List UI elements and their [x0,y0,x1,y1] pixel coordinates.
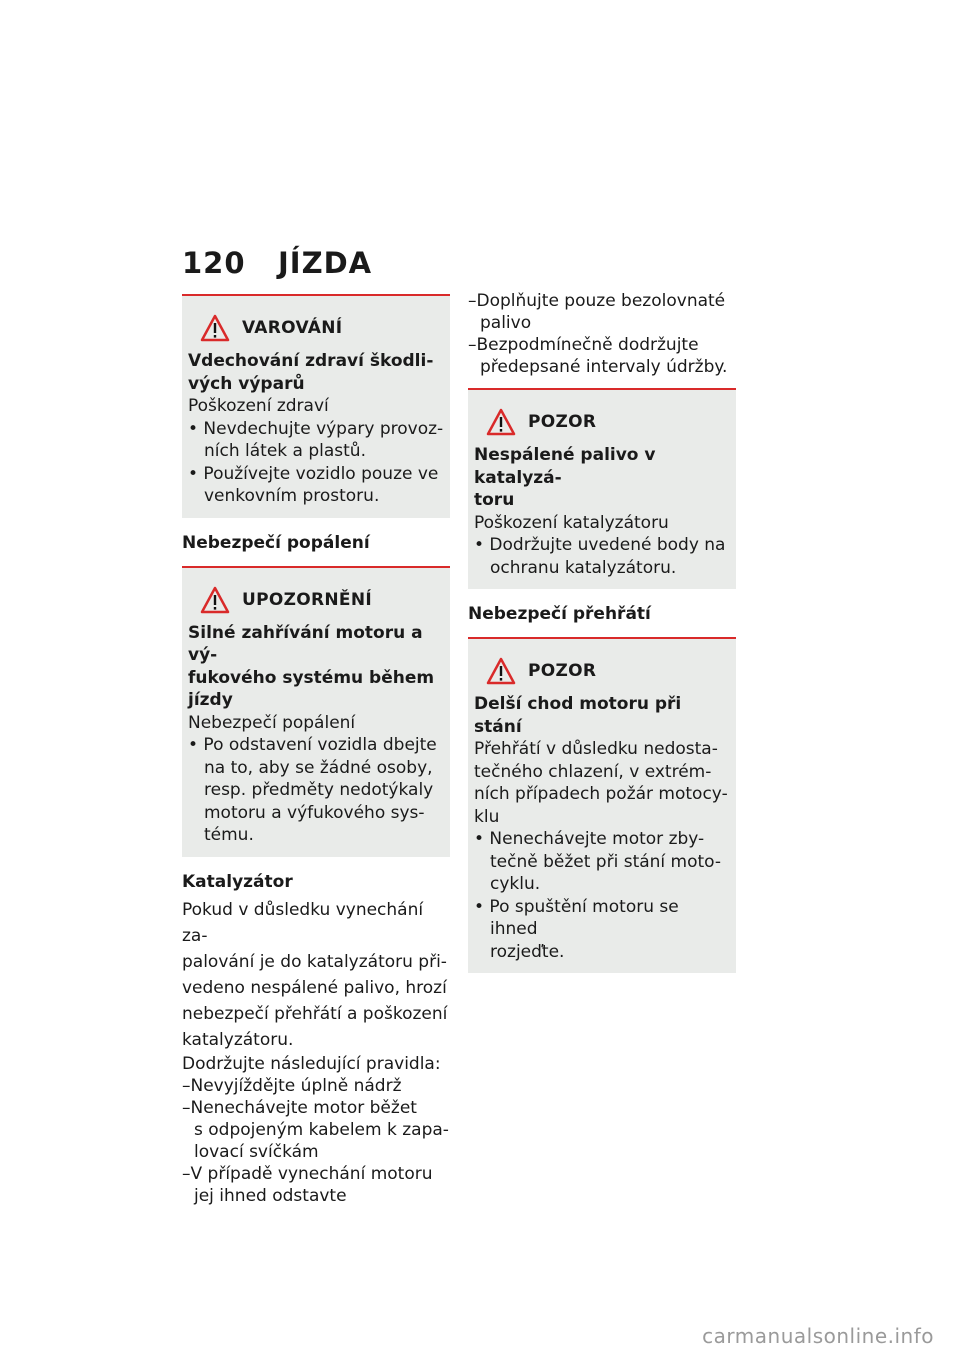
warning-title-line: Vdechování zdraví škodli- [188,351,434,371]
left-column [182,294,450,1207]
section-title: JÍZDA [278,246,373,280]
notice-box-overheat [468,637,736,973]
caution-subtitle: Nebezpečí popálení [188,712,356,733]
warning-subtitle: Poškození zdraví [188,396,329,416]
warning-triangle-icon [486,408,516,436]
warning-bullet: • Používejte vozidlo pouze ve venkovním prostoru. [188,463,439,506]
rule-item: –V případě vynechání motoru jej ihned odstavte [182,1163,433,1206]
warning-bullet: • Nevdechujte výpary provoz- ních látek a plastů. [188,418,444,461]
notice-title-line: Nespálené palivo v katalyzá- [474,445,656,488]
catalyst-paragraph: Pokud v důsledku vynechání za- palování je do katalyzátoru při- vedeno nespálené palivo, hrozí nebezpečí přehřátí a poškození katalyzátoru. [182,899,448,1050]
notice-label: POZOR [528,661,597,681]
notice-box-catalyst [468,388,736,589]
warning-label: VAROVÁNÍ [242,318,343,338]
warning-triangle-icon [200,314,230,342]
rule-item: –Nevyjíždějte úplně nádrž [182,1075,402,1096]
notice-body: Přehřátí v důsledku nedosta- tečného chlazení, v extrém- ních případech požár motocy- klu [474,739,728,827]
notice-subtitle: Poškození katalyzátoru [474,512,669,533]
warning-triangle-icon [200,586,230,614]
notice-bullet: • Po spuštění motoru se ihned rozjeďte. [474,896,679,962]
caution-box [182,566,450,857]
caution-title-line: fukového systému během [188,667,435,688]
notice-title-line: toru [474,490,515,510]
warning-triangle-icon [486,657,516,685]
caution-title-line: Silné zahřívání motoru a vý- [188,622,423,665]
rule-item: –Nenechávejte motor běžet s odpojeným kabelem k zapa- lovací svíčkám [182,1097,449,1162]
caution-label: UPOZORNĚNÍ [242,589,372,610]
caution-bullet: • Po odstavení vozidla dbejte na to, aby se žádné osoby, resp. předměty nedotýkaly motoru a výfukového sys- tému. [188,735,437,845]
notice-title-line: Delší chod motoru při stání [474,694,682,737]
warning-box [182,294,450,518]
right-column [468,290,736,987]
overheat-heading: Nebezpečí přehřátí [468,604,651,624]
rule-item: –Doplňujte pouze bezolovnaté palivo [468,291,726,333]
notice-bullet: • Dodržujte uvedené body na ochranu katalyzátoru. [474,535,726,578]
watermark: carmanualsonline.info [702,1324,934,1348]
page-number: 120 [182,246,246,280]
notice-bullet: • Nenechávejte motor zby- tečně běžet při stání moto- cyklu. [474,829,722,894]
notice-label: POZOR [528,412,597,432]
burn-heading: Nebezpečí popálení [182,532,370,553]
caution-title-line: jízdy [188,690,233,710]
page-header [182,246,372,280]
catalyst-heading: Katalyzátor [182,871,293,892]
rules-intro: Dodržujte následující pravidla: [182,1053,441,1074]
rule-item: –Bezpodmínečně dodržujte předepsané intervaly údržby. [468,335,728,377]
warning-title-line: vých výparů [188,373,305,394]
